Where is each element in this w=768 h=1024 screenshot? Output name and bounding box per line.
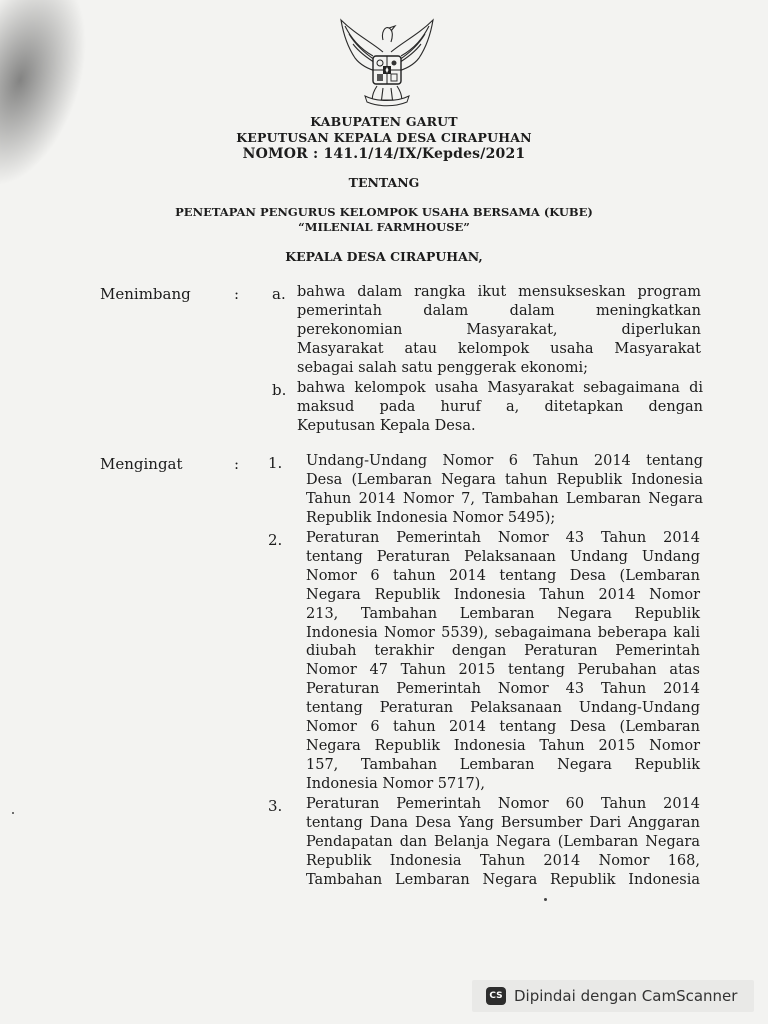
text-line: Desa (Lembaran Negara tahun Republik Indonesia: [306, 471, 703, 488]
text-line: perekonomian Masyarakat, diperlukan: [297, 321, 701, 338]
text-line: Undang-Undang Nomor 6 Tahun 2014 tentang: [306, 453, 703, 469]
text-line: tentang Peraturan Pelaksanaan Undang-Undang: [306, 700, 700, 717]
text-line: Peraturan Pemerintah Nomor 43 Tahun 2014: [306, 530, 700, 546]
text-line: Masyarakat atau kelompok usaha Masyarakat: [297, 340, 701, 357]
text-line: Tambahan Lembaran Negara Republik Indonesia: [306, 871, 700, 888]
text-line: bahwa kelompok usaha Masyarakat sebagaimana di: [297, 380, 703, 396]
menimbang-colon: :: [234, 285, 240, 303]
title-line-1: PENETAPAN PENGURUS KELOMPOK USAHA BERSAMA (KUBE): [175, 205, 593, 219]
text-line: bahwa dalam rangka ikut mensukseskan program: [297, 284, 701, 300]
page-edge-shadow: [0, 0, 111, 203]
document-title: [0, 205, 768, 235]
mengingat-item-2-marker: 2.: [268, 531, 283, 549]
text-line: Nomor 6 tahun 2014 tentang Desa (Lembaran: [306, 719, 700, 736]
mengingat-label: Mengingat: [100, 455, 183, 473]
mengingat-colon: :: [234, 455, 240, 473]
text-line: diubah terakhir dengan Peraturan Pemerintah: [306, 643, 700, 660]
text-line: 213, Tambahan Lembaran Negara Republik: [306, 605, 700, 622]
camscanner-logo-icon: CS: [486, 987, 506, 1005]
text-line: tentang Peraturan Pelaksanaan Undang Undang: [306, 548, 700, 565]
text-line: 157, Tambahan Lembaran Negara Republik: [306, 756, 700, 773]
text-line: Republik Indonesia Tahun 2014 Nomor 168,: [306, 852, 700, 869]
text-line: Nomor 47 Tahun 2015 tentang Perubahan atas: [306, 662, 700, 679]
kepala-desa-heading: KEPALA DESA CIRAPUHAN,: [285, 249, 483, 264]
tentang-heading: TENTANG: [348, 175, 420, 190]
text-line: Republik Indonesia Nomor 5495);: [306, 509, 556, 526]
menimbang-item-a: [297, 283, 701, 378]
document-header: [0, 114, 768, 162]
mengingat-item-3-marker: 3.: [268, 797, 283, 815]
mengingat-item-2: [306, 529, 700, 794]
text-line: Negara Republik Indonesia Tahun 2015 Nomor: [306, 737, 700, 754]
scan-speck: [544, 898, 547, 901]
text-line: sebagai salah satu penggerak ekonomi;: [297, 359, 589, 376]
scan-speck: [12, 812, 14, 814]
camscanner-watermark: [472, 980, 754, 1012]
mengingat-item-3: [306, 795, 700, 890]
text-line: Indonesia Nomor 5539), sebagaimana beberapa kali: [306, 624, 700, 641]
menimbang-label: Menimbang: [100, 285, 191, 303]
text-line: Peraturan Pemerintah Nomor 43 Tahun 2014: [306, 681, 700, 698]
text-line: pemerintah dalam dalam meningkatkan: [297, 302, 701, 319]
text-line: maksud pada huruf a, ditetapkan dengan: [297, 398, 703, 415]
text-line: Tahun 2014 Nomor 7, Tambahan Lembaran Negara: [306, 490, 703, 507]
header-keputusan: KEPUTUSAN KEPALA DESA CIRAPUHAN: [236, 130, 532, 145]
header-kabupaten: KABUPATEN GARUT: [310, 114, 458, 129]
menimbang-item-b-marker: b.: [272, 381, 287, 399]
mengingat-item-1: [306, 452, 703, 528]
mengingat-item-1-marker: 1.: [268, 454, 283, 472]
garuda-emblem: [333, 12, 441, 110]
text-line: tentang Dana Desa Yang Bersumber Dari Anggaran: [306, 814, 700, 831]
text-line: Pendapatan dan Belanja Negara (Lembaran Negara: [306, 833, 700, 850]
menimbang-item-b: [297, 379, 703, 436]
text-line: Nomor 6 tahun 2014 tentang Desa (Lembaran: [306, 567, 700, 584]
camscanner-text: Dipindai dengan CamScanner: [514, 987, 738, 1005]
title-line-2: “MILENIAL FARMHOUSE”: [298, 220, 470, 234]
text-line: Indonesia Nomor 5717),: [306, 775, 485, 792]
text-line: Peraturan Pemerintah Nomor 60 Tahun 2014: [306, 796, 700, 812]
text-line: Negara Republik Indonesia Tahun 2014 Nomor: [306, 586, 700, 603]
menimbang-item-a-marker: a.: [272, 285, 286, 303]
header-nomor: NOMOR : 141.1/14/IX/Kepdes/2021: [242, 146, 526, 162]
text-line: Keputusan Kepala Desa.: [297, 417, 476, 434]
